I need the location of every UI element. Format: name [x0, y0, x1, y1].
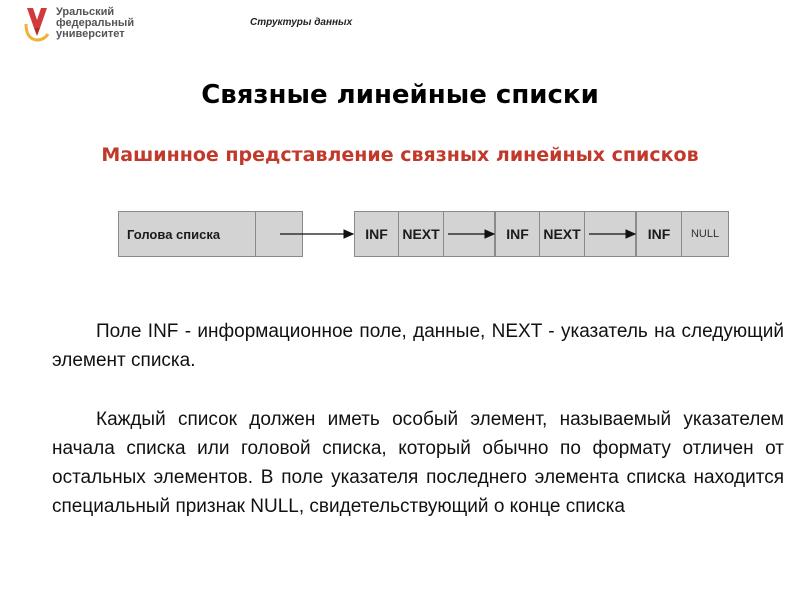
list-head-label: Голова списка — [127, 226, 221, 242]
node-2-inf-label: INF — [506, 226, 529, 242]
university-name-line-1: Уральский — [56, 6, 115, 18]
paragraph-fields-description: Поле INF - информационное поле, данные, NEXT - указатель на следующий элемент списка. — [52, 321, 784, 371]
node-1-next-label: NEXT — [402, 226, 440, 242]
urfu-logo-icon — [24, 6, 50, 42]
node-3-null-label: NULL — [690, 228, 720, 240]
university-name — [56, 7, 134, 40]
university-name-line-3: университет — [56, 28, 125, 40]
node-2-next-label: NEXT — [543, 226, 581, 242]
slide-subtitle: Машинное представление связных линейных списков — [101, 144, 699, 166]
university-name-line-2: федеральный — [56, 17, 135, 29]
paragraph-head-pointer-description: Каждый список должен иметь особый элемент, называемый указателем начала списка или головой списка, который обычно по формату отличен от остальных элементов. В поле указателя последнего элемента списка находится специальный признак NULL, свидетельствующий о конце списка — [52, 409, 784, 517]
pointer-arrows — [118, 211, 730, 257]
university-logo — [24, 6, 134, 42]
node-3-inf-label: INF — [647, 226, 671, 242]
slide-title: Связные линейные списки — [201, 80, 599, 110]
node-1-inf-label: INF — [365, 226, 388, 242]
linked-list-diagram — [118, 211, 730, 261]
course-name: Структуры данных — [250, 17, 353, 28]
